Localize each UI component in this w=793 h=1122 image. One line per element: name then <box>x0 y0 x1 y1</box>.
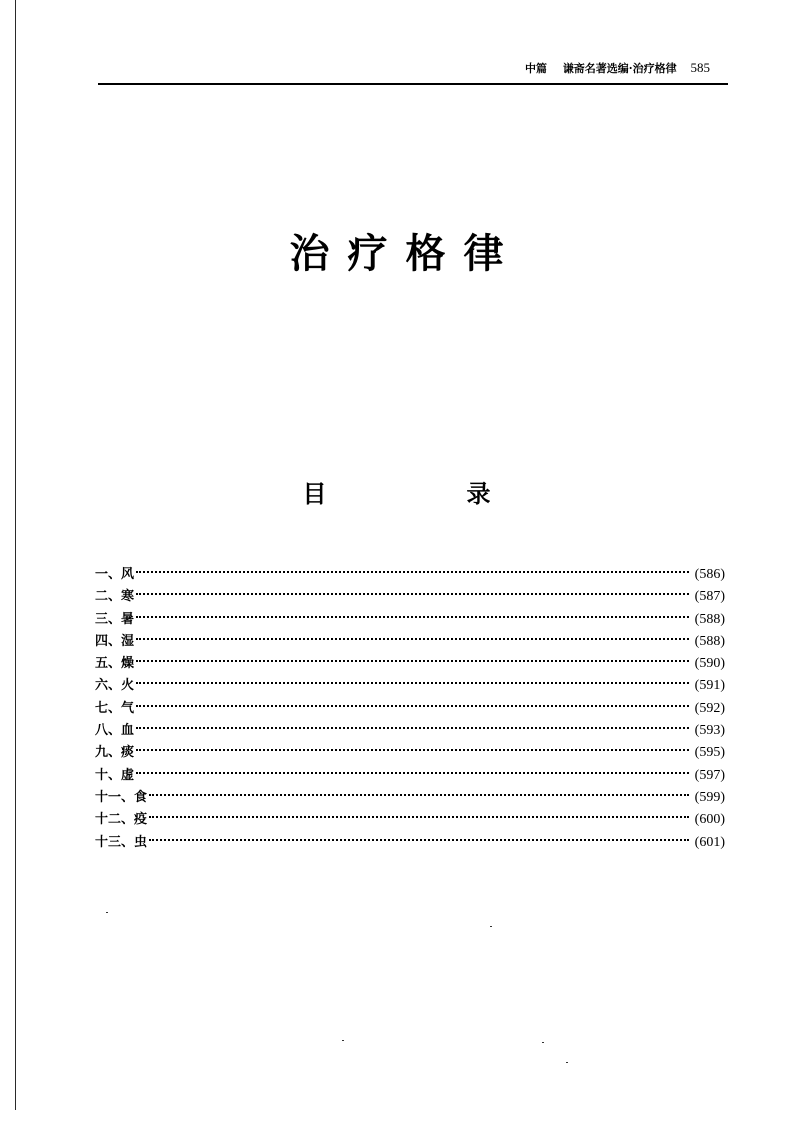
toc-entry[interactable] <box>95 631 725 653</box>
scan-page-edge <box>15 0 16 1110</box>
toc-entry[interactable] <box>95 609 725 631</box>
toc-entry[interactable] <box>95 809 725 831</box>
toc-entry-page: (586) <box>694 567 725 582</box>
dot-leader <box>136 616 689 618</box>
toc-entry-page: (591) <box>694 678 725 694</box>
toc-entry-label: 七、气 <box>95 700 135 716</box>
scan-speck <box>490 926 492 927</box>
toc-entry-label: 十一、食 <box>95 789 148 805</box>
dot-leader <box>136 682 689 684</box>
page-title: 治疗格律 <box>289 231 522 277</box>
dot-leader <box>136 727 689 729</box>
toc-entry-label: 八、血 <box>95 723 135 739</box>
dot-leader <box>136 660 689 662</box>
toc-entry-page: (592) <box>694 700 725 716</box>
toc-entry[interactable] <box>95 832 725 854</box>
table-of-contents <box>95 564 725 854</box>
toc-entry[interactable] <box>95 675 725 697</box>
toc-entry[interactable] <box>95 653 725 675</box>
dot-leader <box>136 705 689 707</box>
toc-entry[interactable] <box>95 765 725 787</box>
toc-entry-label: 四、湿 <box>95 633 135 649</box>
toc-entry-page: (588) <box>694 611 725 627</box>
running-header <box>470 60 710 80</box>
toc-entry-label: 十、虚 <box>95 767 135 783</box>
toc-entry-page: (595) <box>694 745 725 761</box>
toc-entry[interactable] <box>95 720 725 742</box>
header-section: 中篇 <box>524 62 547 75</box>
toc-entry[interactable] <box>95 564 725 586</box>
toc-entry-label: 六、火 <box>95 678 135 694</box>
toc-entry-page: (600) <box>694 812 725 828</box>
toc-entry-label: 十二、疫 <box>95 812 148 828</box>
toc-entry[interactable] <box>95 698 725 720</box>
dot-leader <box>136 571 689 573</box>
toc-entry-label: 二、寒 <box>95 589 135 605</box>
dot-leader <box>149 839 689 841</box>
scan-speck <box>106 912 108 913</box>
dot-leader <box>136 593 689 595</box>
toc-entry-page: (587) <box>694 589 725 605</box>
toc-entry-page: (599) <box>694 789 725 805</box>
toc-heading: 目 录 <box>302 480 549 508</box>
toc-entry[interactable] <box>95 742 725 764</box>
dot-leader <box>149 816 689 818</box>
scan-speck <box>566 1062 568 1063</box>
dot-leader <box>136 772 689 774</box>
toc-entry-page: (593) <box>694 723 725 739</box>
toc-entry-label: 五、燥 <box>95 656 135 672</box>
dot-leader <box>136 638 689 640</box>
header-book-title: 谦斋名著选编·治疗格律 <box>562 62 677 75</box>
toc-entry-page: (590) <box>694 656 725 672</box>
toc-entry-label: 十三、虫 <box>95 834 148 850</box>
scan-speck <box>342 1040 344 1041</box>
toc-entry[interactable] <box>95 787 725 809</box>
toc-entry-label: 一、风 <box>95 567 135 582</box>
dot-leader <box>136 749 689 751</box>
toc-entry-label: 九、痰 <box>95 745 135 761</box>
scan-speck <box>542 1042 544 1043</box>
toc-entry-page: (588) <box>694 633 725 649</box>
header-rule <box>98 83 728 85</box>
toc-entry[interactable] <box>95 586 725 608</box>
dot-leader <box>149 794 689 796</box>
toc-entry-page: (601) <box>694 834 725 850</box>
page-number: 585 <box>690 60 710 75</box>
toc-entry-label: 三、暑 <box>95 611 135 627</box>
toc-entry-page: (597) <box>694 767 725 783</box>
